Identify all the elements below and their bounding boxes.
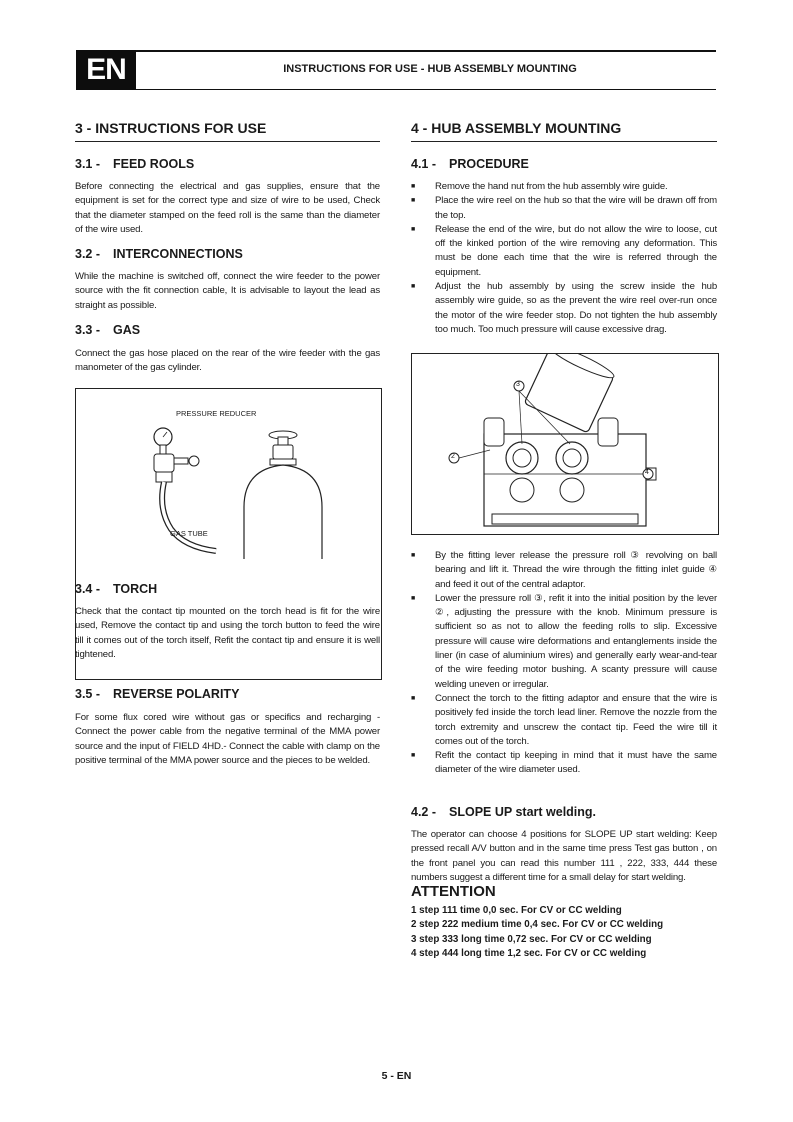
step-line: 2 step 222 medium time 0,4 sec. For CV or CC welding	[411, 919, 664, 931]
bullet-square-icon: ■	[411, 594, 416, 602]
reducer-body	[154, 454, 174, 472]
section-3-title: 3 - INSTRUCTIONS FOR USE	[75, 120, 380, 142]
subsection-3-2-text: While the machine is switched off, connect the wire feeder to the power source with the fit connection cable, It is advisable to layout the lead as straight as possible.	[75, 271, 380, 311]
step-line: 1 step 111 time 0,0 sec. For CV or CC welding	[411, 905, 622, 916]
language-badge: EN	[76, 50, 136, 90]
bullet-square-icon: ■	[411, 694, 416, 702]
lower-left-roll-icon	[510, 478, 534, 502]
step-line: 3 step 333 long time 0,72 sec. For CV or CC welding	[411, 933, 652, 945]
base-bottom-rail	[492, 514, 638, 524]
lower-right-roll-icon	[560, 478, 584, 502]
right-column	[411, 116, 717, 976]
callout-4-label: 4	[645, 469, 649, 476]
subsection-4-1-title: 4.1 - PROCEDURE	[411, 157, 529, 171]
subsection-4-2-text: The operator can choose 4 positions for SLOPE UP start welding: Keep pressed recall A/V button and in the same time press Test gas button , on the front panel you can read this number 111 , 222, 333, 444 these numbers suggest a different time for a small delay for start welding.	[411, 829, 717, 883]
subsection-3-4-title: 3.4 - TORCH	[75, 582, 158, 596]
reducer-knob-icon	[189, 456, 199, 466]
list-item: ■ Remove the hand nut from the hub assembly wire guide.	[411, 180, 717, 194]
valve-stem	[278, 437, 288, 445]
subsection-4-2-title: 4.2 - SLOPE UP start welding.	[411, 805, 597, 819]
step-line: 4 step 444 long time 1,2 sec. For CV or CC welding	[411, 947, 647, 959]
reducer-outlet	[174, 458, 188, 464]
subsection-3-2-title: 3.2 - INTERCONNECTIONS	[75, 247, 243, 261]
slope-up-steps	[411, 904, 717, 961]
page-header-title: INSTRUCTIONS FOR USE - HUB ASSEMBLY MOUNTING	[283, 63, 577, 75]
bullet-square-icon: ■	[411, 225, 416, 233]
gas-tube-label: GAS TUBE	[170, 529, 208, 538]
header-bottom-rule	[76, 89, 716, 90]
valve-collar	[270, 459, 296, 465]
reducer-fitting	[156, 472, 172, 482]
bullet-square-icon: ■	[411, 552, 416, 559]
left-pressure-post	[484, 418, 504, 446]
attention-heading: ATTENTION	[411, 883, 496, 900]
gas-cylinder-icon	[244, 465, 322, 559]
wire-feeder-figure	[411, 353, 719, 535]
subsection-3-5-text: For some flux cored wire without gas or specifics and recharging - Connect the power cable from the negative terminal of the MMA power source and the input of FIELD 4HD.- Connect the cable with clamp on the positive terminal of the MMA power source and the pieces to be welded.	[75, 712, 380, 766]
valve-body	[273, 445, 293, 459]
subsection-3-1-title: 3.1 - FEED ROOLS	[75, 157, 195, 171]
subsection-3-5-title: 3.5 - REVERSE POLARITY	[75, 687, 240, 701]
bullet-square-icon: ■	[411, 197, 416, 205]
feeding-procedure-list	[411, 549, 717, 778]
procedure-list	[411, 180, 717, 337]
list-item: ■ By the fitting lever release the pressure roll ③ revolving on ball bearing and lift it. Thread the wire through the fitting inlet guide ④ and feed it out of the central adaptor.	[411, 550, 717, 590]
header-top-rule	[76, 50, 716, 52]
upper-right-roll-hub	[563, 449, 581, 467]
list-item: ■ Connect the torch to the fitting adaptor and ensure that the wire is positively fed inside the torch lead liner. Remove the nozzle from the torch extremity and unscrew the contact tip. Feed the wire till it comes out of the torch.	[411, 692, 717, 747]
callout-3-label: 3	[516, 381, 520, 388]
right-pressure-post	[598, 418, 618, 446]
bullet-square-icon: ■	[411, 283, 416, 291]
subsection-3-1-text: Before connecting the electrical and gas supplies, ensure that the equipment is set for the correct type and size of wire to be used, Check that the diameter stamped on the feed roll is the same than the diameter of the wire used.	[75, 181, 380, 235]
list-item: ■ Lower the pressure roll ③, refit it into the initial position by the lever ②, adjusting the pressure with the knob. Minimum pressure is sufficient so as not to allow the feeding rolls to slip. Excessive pressure will cause wire deformations and entanglements inside the liner (in case of aluminium wires) and generally early wear-and-tear of the wire feeding motor bushing. A scanty pressure will cause welding uneven or irregular.	[411, 592, 717, 690]
gas-tube-outer	[162, 482, 216, 551]
subsection-3-3-text: Connect the gas hose placed on the rear of the wire feeder with the gas manometer of the gas cylinder.	[75, 348, 380, 374]
upper-left-roll-hub	[513, 449, 531, 467]
list-item: ■ Adjust the hub assembly by using the screw inside the hub assembly wire guide, so as the prevent the wire reel over-run once the motor of the wire feeder stop. Do not tighten the hub assembly too much. Too much pressure will cause excessive drag.	[411, 281, 717, 335]
bullet-square-icon: ■	[411, 752, 416, 760]
list-item: ■ Place the wire reel on the hub so that the wire will be drawn off from the top.	[411, 195, 717, 221]
subsection-3-4-text: Check that the contact tip mounted on the torch head is fit for the wire used, Remove the contact tip and using the torch button to feed the wire till it comes out of the torch itself, Refit the contact tip and ensure it is well tightened.	[75, 606, 380, 660]
callout-2-label: 2	[451, 453, 455, 460]
pressure-reducer-label: PRESSURE REDUCER	[176, 409, 257, 418]
page-number: 5 - EN	[381, 1070, 412, 1082]
wire-feeder-illustration	[412, 354, 718, 534]
subsection-3-3-title: 3.3 - GAS	[75, 323, 141, 337]
left-column	[75, 116, 380, 816]
bullet-square-icon: ■	[411, 183, 416, 190]
list-item: ■ Release the end of the wire, but do not allow the wire to loose, cut off the kinked portion of the wire removing any deformation. This must be done each time that the wire is referred through the equipment.	[411, 223, 717, 278]
section-4-title: 4 - HUB ASSEMBLY MOUNTING	[411, 120, 717, 142]
list-item: ■ Refit the contact tip keeping in mind that it must have the same diameter of the wire diameter used.	[411, 750, 717, 776]
